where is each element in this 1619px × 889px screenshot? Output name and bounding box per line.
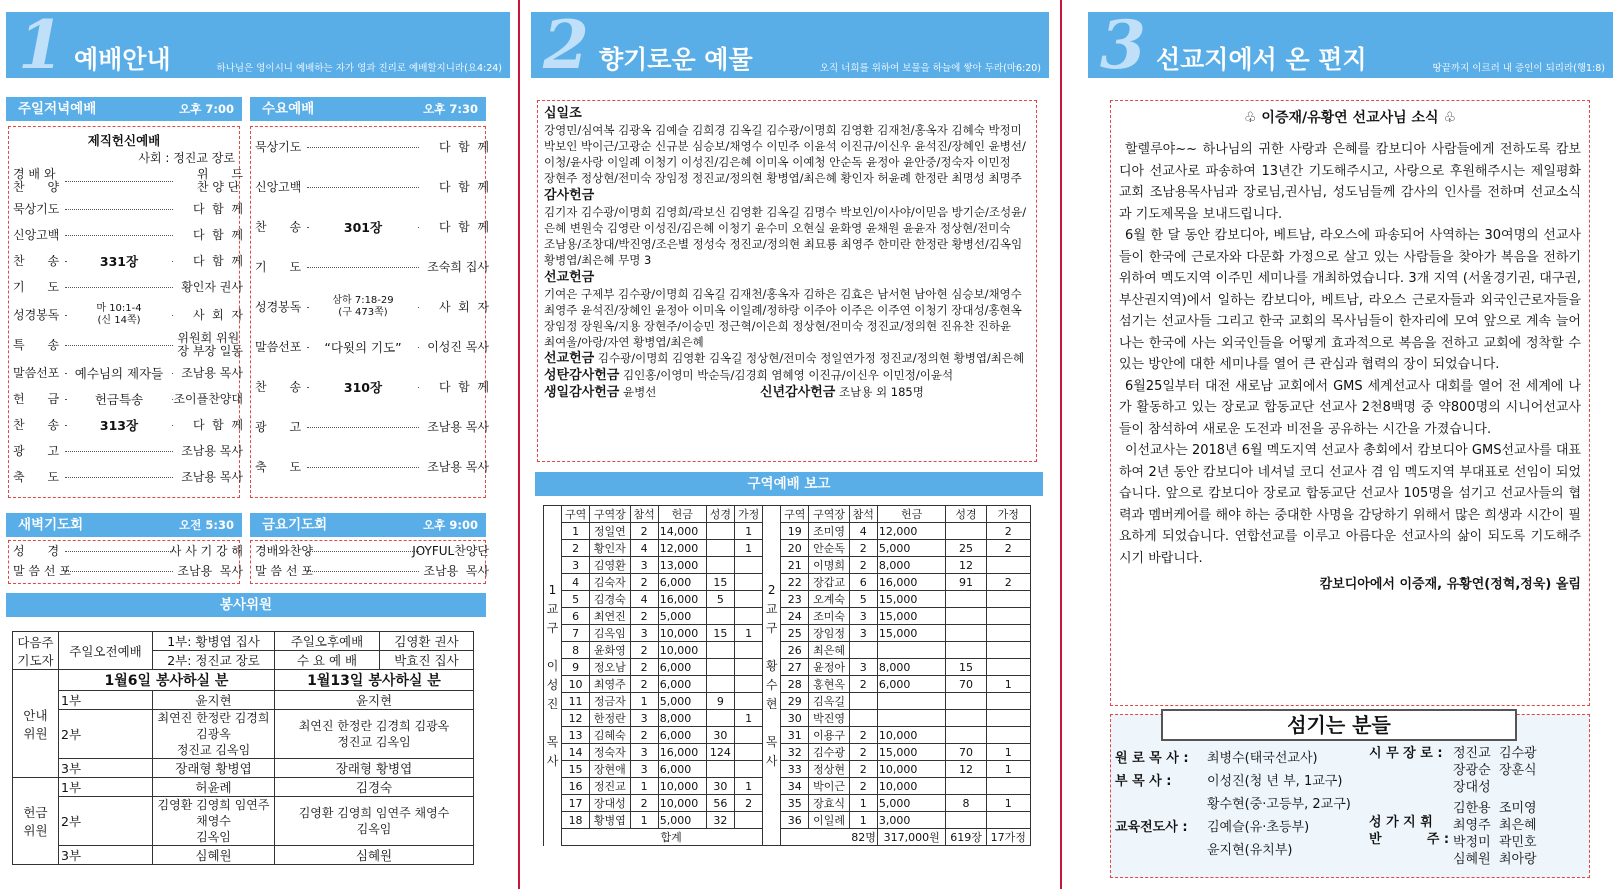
mission2-names: 김수광/이명희 김영환 김옥길 정상현/전미숙 정일연가정 정진교/정의현 황병엽/최은혜 [597, 351, 1025, 365]
table-row: 4 김숙자 2 6,000 15 22 장갑교 6 16,000 91 2 [544, 574, 1031, 591]
staff-role-names: 김한용 조미영 최영주 최은혜 박정미 곽민호 심혜원 최아랑 [1453, 801, 1537, 867]
mission-names: 기여은 구제부 김수광/이명희 김옥길 김재천/홍옥자 김하은 김효은 남서현 남아현 심승보/채영수 최영주 윤석진/장혜인 윤정아 이미옥 이일례/정하랑 이주아 이주은 이주연 이청기 장대성/홍현옥 장임정 장원옥/지용 장현주/이승민 정근혁/이은희 정상현/전미숙 정진교/정의현 진유찬 진하윤 최여울/아랑/자연 황병엽/최은혜 [544, 287, 1022, 349]
staff-role-names: 황수현(중·고등부, 2교구) [1207, 797, 1351, 812]
staff-box [1110, 714, 1590, 878]
offering-list: 십일조 강영민/심여복 김광옥 김예슬 김희경 김옥길 김수광/이명희 김영환 김재천/홍옥자 김혜숙 박정미 박보인 박이근/고광순 신규분 심승보/채영수 이민주 이윤석 이진규/이신우 윤석진/장혜인 윤병선/이청/윤사랑 이일례 이청기 이성진/김은혜 이미옥 이예청 안순독 윤정아 윤안중/정숙자 이민정 장현주 정상현/전미숙 장임정 정진교/정의현 황병엽/최은혜 황인자 허윤례 한정란 최명성 최명주 감사헌금 김기자 김수광/이명희 김영희/곽보신 김영환 김옥길 김명수 박보인/이사야/이믿음 방기순/조성윤/은혜 변원숙 김영란 이성진/김은혜 이청기 윤수미 오현실 윤화영 윤채원 윤윤자 정상현/전미숙 조남용/조창대/박진영/조은별 정성숙 정진교/정의현 최묘룡 최영주 한미란 한정란 황병선/김옥임 황병엽/최은혜 무명 3 선교헌금 기여은 구제부 김수광/이명희 김옥길 김재천/홍옥자 김하은 김효은 남서현 남아현 심승보/채영수 최영주 윤석진/장혜인 윤정아 이미옥 이일례/정하랑 이주아 이주은 이주연 이청기 장대성/홍현옥 장임정 장원옥/지용 장현주/이승민 정근혁/이은희 정상현/전미숙 정진교/정의현 진유찬 진하윤 최여울/아랑/자연 황병엽/최은혜 선교헌금 김수광/이명희 김영환 김옥길 정상현/전미숙 정일연가정 정진교/정의현 황병엽/최은혜 성탄감사헌금 김인홍/이영미 박순득/김경희 염혜영 이진규/이신우 이민정/이윤석 생일감사헌금 윤병선 신년감사헌금 조남용 외 185명 [537, 100, 1037, 462]
program-row [13, 360, 243, 386]
staff-role-names: 정진교 김수광 장광순 장훈식 장대성 [1453, 746, 1537, 795]
program-row [13, 386, 243, 412]
program-item-detail: 삼하 7:18-29 (구 473쪽) [309, 295, 417, 319]
dawn-prayer-bar: 새벽기도회 오전 5:30 [6, 513, 242, 537]
volunteers-table: 다음주 기도자 주일오전예배 1부: 황병엽 집사 주일오후예배 김영환 권사 2부: 정진교 장로 수 요 예 배 박효진 집사 안내 위원 1월6일 봉사하실 분 1월13일 봉사하실 분 1부 윤지현 윤지현 2부 최연진 한정란 김경희 김광옥 정진교 김옥임 최연진 한정란 김경희 김광옥 정진교 김옥임 3부 장래형 황병엽 장래형 황병엽 헌금 위원 1부 허윤례 김경숙 2부 김영환 김영희 임연주 채영수 김옥임 김영환 김영희 임연주 채영수 김옥임 3부 심혜원 심혜원 [12, 631, 474, 865]
program-item-label: 찬 송 [13, 417, 60, 432]
letter-paragraph: 6월25일부터 대전 새로남 교회에서 GMS 세계선교사 대회를 열어 전 세계에 나가 활동하고 있는 장로교 합동교단 선교사 2천8백명 중 약800명의 시니어선교사들이 참석하여 새로운 도전과 비전을 공유하는 시간을 가졌습니다. [1119, 378, 1581, 437]
tithe-heading: 십일조 [544, 106, 582, 121]
table-row: 5 김경숙 4 16,000 5 23 오계숙 5 15,000 [544, 591, 1031, 608]
staff-role [1115, 816, 1365, 839]
leader-dots [307, 467, 419, 468]
birthday-heading: 생일감사헌금 [544, 385, 620, 400]
program-row [255, 287, 489, 327]
program-item-detail: 마 10:1-4 (신 14쪽) [67, 303, 171, 327]
leader-dots [307, 147, 419, 148]
program-item-label: 말씀선포 [255, 339, 302, 354]
staff-role-label: 부 목 사 : [1115, 774, 1172, 789]
section-title: 선교지에서 온 편지 [1156, 45, 1367, 74]
table-row: 7 김옥임 3 10,000 15 1 25 장임정 3 15,000 [544, 625, 1031, 642]
staff-role [1115, 839, 1365, 862]
table-row: 3 김영환 3 13,000 21 이명희 2 8,000 12 [544, 557, 1031, 574]
program-item-leader: 다 함 께 [192, 201, 243, 216]
section-number: 2 [543, 6, 589, 84]
thanks-names: 김기자 김수광/이명희 김영희/곽보신 김영환 김옥길 김명수 박보인/이사야/이믿음 방기순/조성윤/은혜 변원숙 김영란 이성진/김은혜 이청기 윤수미 오현실 윤화영 윤채원 윤윤자 정상현/전미숙 조남용/조창대/박진영/조은별 정성숙 정진교/정의현 최묘룡 최영주 한미란 한정란 황병선/김옥임 황병엽/최은혜 무명 3 [544, 205, 1027, 267]
program-row [13, 438, 243, 464]
program-item-label: 찬 송 [255, 219, 302, 234]
program-row [255, 367, 489, 407]
program-item-leader: 다 함 께 [438, 379, 489, 394]
program-item-label: 경배와찬양 [255, 543, 313, 558]
section1-header [6, 6, 510, 84]
leader-dots [65, 181, 173, 182]
leader-dots [65, 235, 173, 236]
thanks-heading: 감사헌금 [544, 188, 595, 203]
table-row: 18 황병엽 1 5,000 32 36 이일례 1 3,000 [544, 812, 1031, 829]
leader-dots [65, 571, 173, 572]
program-row [13, 274, 243, 300]
letter-title: ♧ 이증재/유황연 선교사님 소식 ♧ [1244, 110, 1456, 126]
group-report-table: 1 교 구 이 성 진 목 사 구역 구역장 참석 헌금 성경 가정 2 교 구 황 수 현 목 사 구역 구역장 참석 헌금 성경 가정 1 정일연 2 14,000 1 19 조미영 4 12,000 2 2 황인자 4 12,000 1 20 안순독 2 5,000 25 2 3 김영환 3 13,000 21 이명희 2 8,000 12 4 김숙자 2 6,000 15 22 장갑교 6 16,000 91 2 5 김경숙 4 16,000 5 23 오계숙 5 15,000 6 최연진 2 5,000 24 조미숙 3 15,000 7 김옥임 3 10,000 15 1 25 장임정 3 15,000 8 윤화영 2 10,000 26 최은혜 9 정오남 2 6,000 27 윤정아 3 8,000 15 10 최영주 2 6,000 28 홍현옥 2 6,000 70 1 11 정금자 1 5,000 9 29 김옥길 12 한정란 3 8,000 1 30 박진영 13 김혜숙 2 6,000 30 31 이용구 2 10,000 14 정숙자 3 16,000 124 32 김수광 2 15,000 70 1 15 장현애 3 6,000 33 정상현 2 10,000 12 1 16 정진교 1 10,000 30 1 34 박이근 2 10,000 17 장대성 2 10,000 56 2 35 장효식 1 5,000 8 1 18 황병엽 1 5,000 32 36 이일례 1 3,000 합계 82명 317,000원 619장 17가정 [543, 505, 1031, 846]
staff-role-label: 교육전도사 : [1115, 820, 1188, 835]
staff-role [1115, 747, 1365, 770]
leader-dots [307, 267, 419, 268]
section-title: 향기로운 예물 [599, 45, 753, 74]
program-item-label: 찬 송 [255, 379, 302, 394]
program-row [13, 248, 243, 274]
program-item-label: 기 도 [13, 279, 60, 294]
program-item-leader: 조이플찬양대 [173, 391, 243, 406]
program-item-detail: 310장 [309, 381, 417, 394]
program-row [255, 561, 489, 581]
program-item-label: 신앙고백 [13, 227, 60, 242]
leader-dots [65, 551, 173, 552]
staff-role-label: 성 가 지 휘 반 주 : [1369, 815, 1450, 847]
program-row [255, 541, 489, 561]
program-item-label: 광 고 [255, 419, 302, 434]
program-item-leader: 조남용 목사 [177, 563, 243, 578]
program-item-leader: 조남용 목사 [181, 469, 243, 484]
program-item-leader: 조남용 목사 [181, 365, 243, 380]
program-item-leader: 다 함 께 [438, 179, 489, 194]
program-row [13, 541, 243, 561]
program-item-label: 말씀선포 [13, 365, 60, 380]
program-item-label: 묵상기도 [13, 201, 60, 216]
program-item-detail: 예수님의 제자들 [67, 367, 171, 380]
program-item-leader: 사 사 기 강 해 [169, 543, 243, 558]
leader-dots [307, 427, 419, 428]
leader-dots [65, 209, 173, 210]
program-item-detail: “다윗의 기도” [309, 341, 417, 354]
program-item-detail: 301장 [309, 221, 417, 234]
table-row: 13 김혜숙 2 6,000 30 31 이용구 2 10,000 [544, 727, 1031, 744]
program-row [13, 412, 243, 438]
staff-role-label: 원 로 목 사 : [1115, 751, 1189, 766]
program-item-leader: 조남용 목사 [427, 419, 489, 434]
leader-dots [307, 187, 419, 188]
program-row [13, 196, 243, 222]
program-row [255, 127, 489, 167]
staff-role-names: 윤지현(유치부) [1207, 843, 1293, 858]
program-item-leader: 위 드 찬 양 단 [196, 167, 243, 194]
dawn-program [8, 540, 243, 584]
table-row: 8 윤화영 2 10,000 26 최은혜 [544, 642, 1031, 659]
leader-dots [65, 477, 173, 478]
section-verse: 오직 너희를 위하여 보물을 하늘에 쌓아 두라(마6:20) [819, 63, 1041, 74]
group-report-bar: 구역예배 보고 [535, 472, 1043, 496]
program-item-label: 특 송 [13, 337, 60, 352]
section-title: 예배안내 [74, 45, 171, 74]
section-offerings [525, 0, 1055, 889]
program-item-label: 축 도 [13, 469, 60, 484]
leader-dots [65, 345, 173, 346]
program-row [255, 447, 489, 487]
program-item-leader: 이성진 목사 [427, 339, 489, 354]
table-row: 9 정오남 2 6,000 27 윤정아 3 8,000 15 [544, 659, 1031, 676]
program-item-label: 광 고 [13, 443, 60, 458]
christmas-heading: 성탄감사헌금 [544, 368, 620, 383]
program-item-leader: 다 함 께 [192, 227, 243, 242]
leader-dots [307, 571, 419, 572]
table-row: 15 장현애 3 6,000 33 정상현 2 10,000 12 1 [544, 761, 1031, 778]
staff-title: 섬기는 분들 [1161, 709, 1517, 741]
staff-role [1115, 793, 1365, 816]
program-item-leader: 사 회 자 [192, 307, 243, 322]
program-item-leader: 다 함 께 [192, 417, 243, 432]
wednesday-program [250, 126, 489, 498]
program-item-label: 헌 금 [13, 391, 60, 406]
program-item-label: 성 경 [13, 543, 60, 558]
volunteers-bar: 봉사위원 [6, 593, 486, 617]
program-item-detail: 331장 [67, 255, 171, 268]
friday-prayer-bar: 금요기도회 오후 9:00 [250, 513, 486, 537]
tithe-names: 강영민/심여복 김광옥 김예슬 김희경 김옥길 김수광/이명희 김영환 김재천/홍옥자 김혜숙 박정미 박보인 박이근/고광순 신규분 심승보/채영수 이민주 이윤석 이진규/이신우 윤석진/장혜인 윤병선/이청/윤사랑 이일례 이청기 이성진/김은혜 이미옥 이예청 안순독 윤정아 윤안중/정숙자 이민정 장현주 정상현/전미숙 장임정 정진교/정의현 황병엽/최은혜 황인자 허윤례 한정란 최명성 최명주 [544, 123, 1026, 185]
staff-role-names: 김예슬(유·초등부) [1207, 820, 1310, 835]
program-host: 사회 : 정진교 장로 [138, 151, 235, 165]
section-verse: 땅끝까지 이르러 내 증인이 되리라(행1:8) [1432, 63, 1605, 74]
mission-heading: 선교헌금 [544, 270, 595, 285]
program-item-leader: 황인자 권사 [181, 279, 243, 294]
program-item-leader: 조남용 목사 [423, 563, 489, 578]
program-row [13, 330, 243, 360]
program-item-label: 축 도 [255, 459, 302, 474]
table-row: 14 정숙자 3 16,000 124 32 김수광 2 15,000 70 1 [544, 744, 1031, 761]
program-row [255, 407, 489, 447]
table-row: 16 정진교 1 10,000 30 1 34 박이근 2 10,000 [544, 778, 1031, 795]
staff-role [1369, 800, 1589, 868]
christmas-names: 김인홍/이영미 박순득/김경희 염혜영 이진규/이신우 이민정/이윤석 [623, 368, 954, 382]
program-item-leader: 다 함 께 [438, 139, 489, 154]
table-row: 1 정일연 2 14,000 1 19 조미영 4 12,000 2 [544, 523, 1031, 540]
section-mission-letter [1082, 0, 1619, 889]
staff-role-names: 이성진(청 년 부, 1교구) [1207, 774, 1343, 789]
program-item-label: 찬 송 [13, 253, 60, 268]
program-item-label: 신앙고백 [255, 179, 302, 194]
staff-role-names: 최병수(태국선교사) [1207, 751, 1318, 766]
program-item-leader: 위원회 위원 장 부장 일동 [177, 331, 243, 358]
mission2-heading: 선교헌금 [544, 351, 595, 366]
program-row [13, 166, 243, 196]
program-row [255, 247, 489, 287]
table-row: 11 정금자 1 5,000 9 29 김옥길 [544, 693, 1031, 710]
program-row [13, 464, 243, 490]
table-row: 17 장대성 2 10,000 56 2 35 장효식 1 5,000 8 1 [544, 795, 1031, 812]
table-row: 6 최연진 2 5,000 24 조미숙 3 15,000 [544, 608, 1031, 625]
letter-signature: 캄보디아에서 이증재, 유황연(정혁,정욱) 올림 [1319, 577, 1581, 592]
program-item-detail: 헌금특송 [67, 393, 171, 406]
program-row [13, 561, 243, 581]
letter-paragraph: 6월 한 달 동안 캄보디아, 베트남, 라오스에 파송되어 사역하는 30여명의 선교사들이 한국에 근로자와 다문화 가정으로 살고 있는 사람들을 찾아가 복음을 전하기 위하여 멕도지역 이주민 세미나를 개최하였습니다. 3개 지역 (서울경기권, 대구권, 부산권지역)에서 일하는 캄보디아, 베트남, 라오스 근로자들과 외국인근로자들을 섬기는 선교사들 그리고 한국 교회의 목사님들이 한자리에 모여 앞으로 계속 늘어나는 한국에 사는 외국인들을 어떻게 효과적으로 복음을 전하고 교회에 정착할 수 있는 방안에 대한 세미나를 열어 큰 관심과 협력의 장이 되었습니다. [1119, 228, 1581, 372]
program-row [255, 327, 489, 367]
program-item-label: 묵상기도 [255, 139, 302, 154]
section-number: 3 [1100, 6, 1146, 84]
mission-letter [1110, 100, 1590, 706]
program-item-detail: 313장 [67, 419, 171, 432]
program-item-leader: 사 회 자 [438, 299, 489, 314]
program-item-label: 말 씀 선 포 [13, 563, 71, 578]
program-item-leader: 조남용 목사 [427, 459, 489, 474]
program-item-leader: JOYFUL찬양단 [412, 543, 489, 558]
program-item-leader: 조남용 목사 [181, 443, 243, 458]
section-number: 1 [18, 6, 64, 84]
program-item-leader: 조숙희 집사 [427, 259, 489, 274]
total-row: 합계 82명 317,000원 619장 17가정 [544, 829, 1031, 846]
table-row: 10 최영주 2 6,000 28 홍현옥 2 6,000 70 1 [544, 676, 1031, 693]
program-item-label: 말 씀 선 포 [255, 563, 313, 578]
section3-header [1088, 6, 1613, 84]
newyear-heading: 신년감사헌금 [760, 385, 836, 400]
section-worship [0, 0, 516, 889]
letter-paragraph: 할렐루야~~ 하나님의 귀한 사랑과 은혜를 캄보디아 사람들에게 전하도록 캄보디아 선교사로 파송하여 13년간 기도해주시고, 사랑으로 후원해주시는 제일평화교회 조남용목사님과 장로님,권사님, 성도님들께 감사의 인사를 전하며 선교소식과 기도제목을 보내드립니다. [1119, 142, 1581, 222]
section-verse: 하나님은 영이시니 예배하는 자가 영과 진리로 예배할지니라(요4:24) [216, 63, 502, 74]
staff-role [1115, 770, 1365, 793]
program-title: 제직헌신예배 [87, 133, 161, 148]
staff-role [1369, 745, 1589, 796]
leader-dots [65, 451, 173, 452]
friday-program [250, 540, 489, 584]
program-item-leader: 다 함 께 [438, 219, 489, 234]
table-row: 2 황인자 4 12,000 1 20 안순독 2 5,000 25 2 [544, 540, 1031, 557]
letter-paragraph: 이선교사는 2018년 6월 멕도지역 선교사 총회에서 캄보디아 GMS선교사를 대표하여 2년 동안 캄보디아 네셔널 코디 선교사 겸 임 멕도지역 부대표로 선임이 되었습니다. 앞으로 캄보디아 장로교 합동교단 선교사 105명을 섬기고 선교사들의 협력과 멤버케어를 해야 하는 중대한 사명을 감당하기 위해서 많은 희생과 시간이 필요하게 되었습니다. 연합선교를 이루고 아름다운 선교사의 삶이 되도록 기도해주시기 바랍니다. [1119, 443, 1581, 566]
leader-dots [307, 551, 419, 552]
section2-header [531, 6, 1049, 84]
leader-dots [65, 287, 173, 288]
program-row [255, 167, 489, 207]
program-item-label: 성경봉독 [255, 299, 302, 314]
program-row [13, 300, 243, 330]
district-label: 1 교 구 이 성 진 목 사 [544, 506, 562, 846]
sunday-evening-bar: 주일저녁예배 오후 7:00 [6, 97, 242, 121]
wednesday-bar: 수요예배 오후 7:30 [250, 97, 486, 121]
sunday-program [8, 126, 243, 498]
program-item-leader: 다 함 께 [192, 253, 243, 268]
staff-role-label: 시 무 장 로 : [1369, 746, 1443, 761]
program-item-label: 성경봉독 [13, 307, 60, 322]
program-item-label: 경 배 와 찬 양 [13, 167, 60, 194]
district-label: 2 교 구 황 수 현 목 사 [763, 506, 781, 846]
program-item-label: 기 도 [255, 259, 302, 274]
program-row [255, 207, 489, 247]
table-row: 12 한정란 3 8,000 1 30 박진영 [544, 710, 1031, 727]
program-row [13, 222, 243, 248]
